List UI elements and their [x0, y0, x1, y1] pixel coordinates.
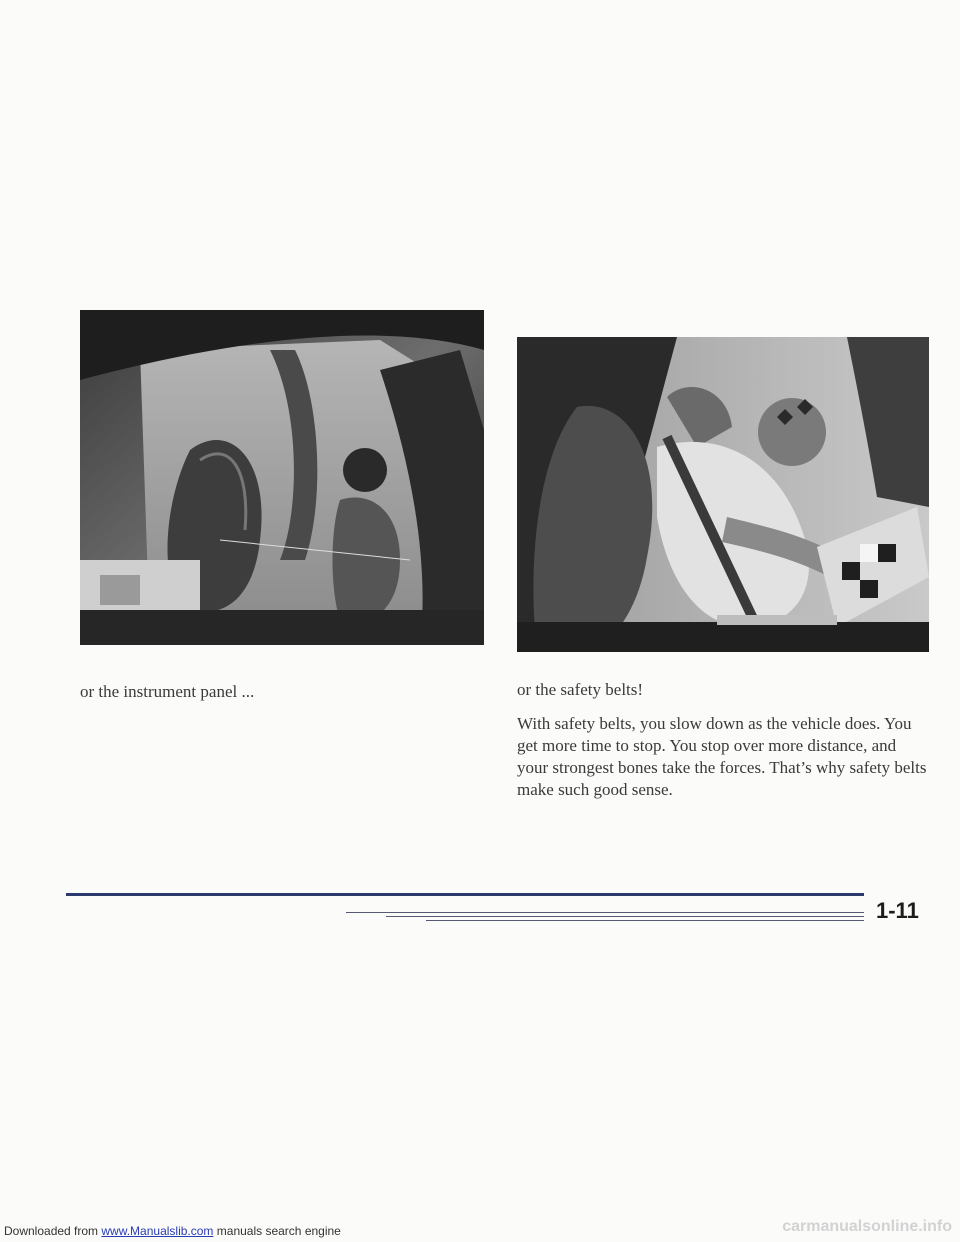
page-number: 1-11: [876, 898, 919, 923]
rule-thin: [426, 920, 864, 921]
footer-suffix: manuals search engine: [213, 1224, 341, 1238]
right-text-block: [517, 679, 929, 813]
page-rule: [66, 893, 864, 927]
footer-prefix: Downloaded from: [4, 1224, 102, 1238]
body-paragraph: With safety belts, you slow down as the vehicle does. You get more time to stop. You stop over more distance, and your strongest bones take the forces. That’s why safety belts make such good sense.: [517, 714, 927, 799]
rule-thick: [66, 893, 864, 896]
caption-left: or the instrument panel ...: [80, 682, 255, 701]
caption-right: or the safety belts!: [517, 680, 644, 699]
crash-test-dummy-belted-photo-icon: [517, 337, 929, 652]
footer: [4, 1224, 341, 1238]
crash-test-photo-right: [517, 337, 929, 652]
crash-test-photo-left: [80, 310, 484, 645]
crash-test-dummy-photo-icon: [80, 310, 484, 645]
manualslib-link[interactable]: www.Manualslib.com: [101, 1224, 214, 1238]
watermark: carmanualsonline.info: [782, 1218, 952, 1235]
rule-thin: [346, 912, 864, 913]
rule-thin: [386, 916, 864, 917]
